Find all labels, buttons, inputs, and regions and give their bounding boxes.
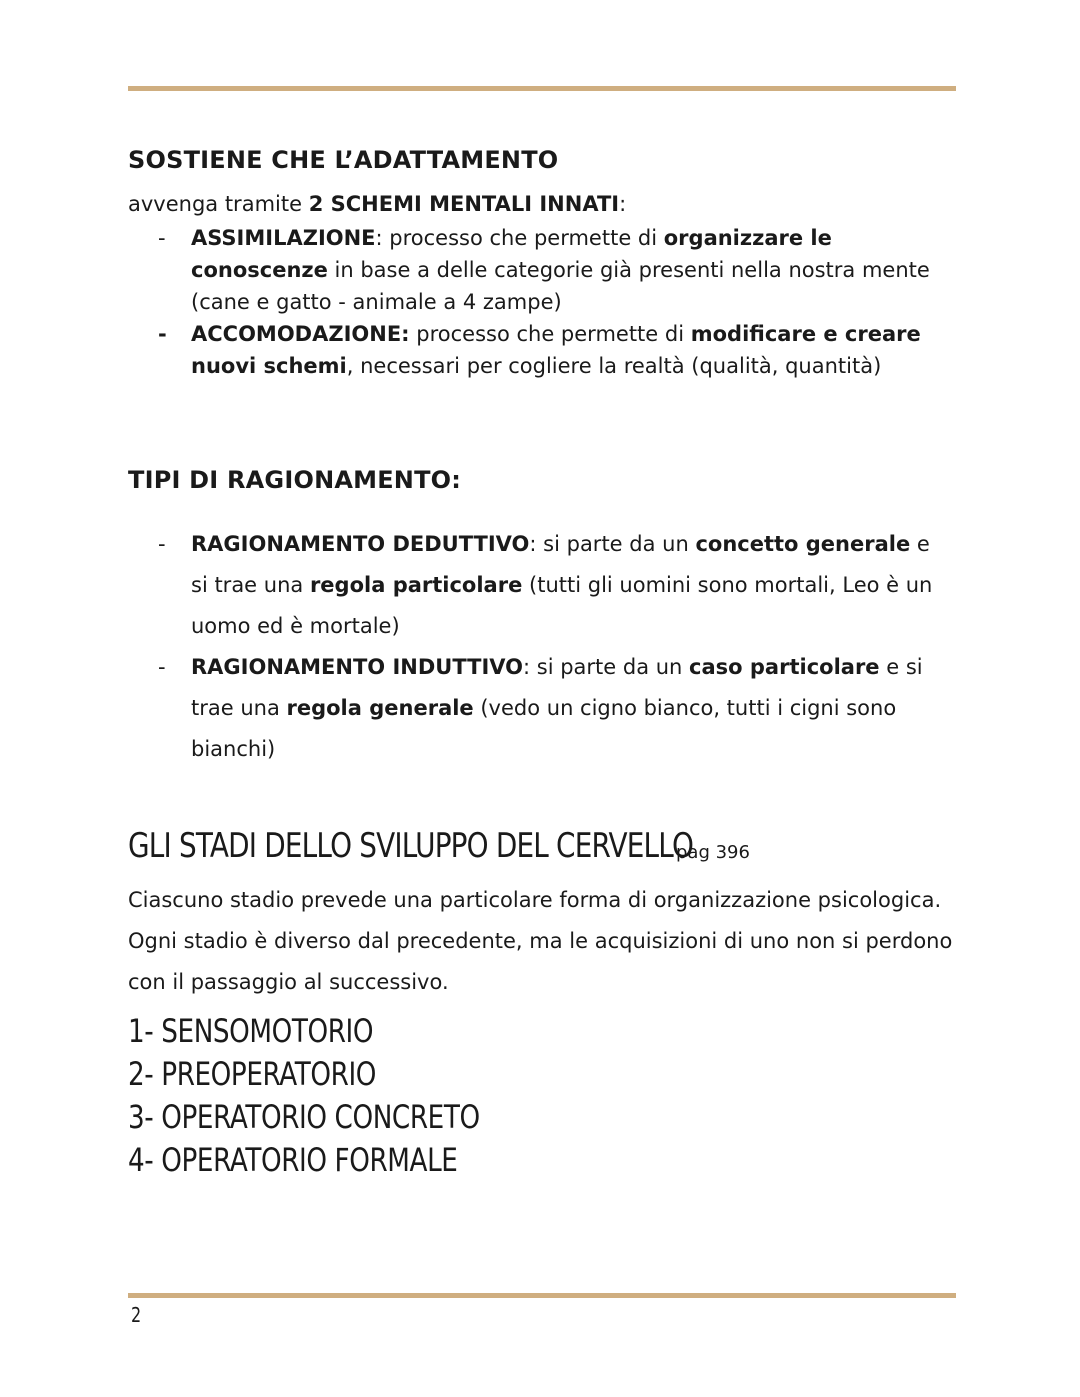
stage-item: 4- OPERATORIO FORMALE [128, 1141, 458, 1179]
bottom-divider [128, 1293, 956, 1298]
ragionamento-list [128, 524, 948, 770]
stadi-paragraph: Ciascuno stadio prevede una particolare forma di organizzazione psicologica. Ogni stadio è diverso dal precedente, ma le acquisizioni di uno non si perdono con il passaggio al successivo. [128, 888, 953, 994]
list-item-accomodazione: - ACCOMODAZIONE: processo che permette di modificare e creare nuovi schemi, necessari per cogliere la realtà (qualità, quantità) [158, 322, 921, 378]
top-divider [128, 86, 956, 91]
page-number: 2 [131, 1303, 142, 1327]
ragionamento-heading: TIPI DI RAGIONAMENTO: [128, 466, 462, 494]
list-item-induttivo: - RAGIONAMENTO INDUTTIVO: si parte da un caso particolare e si trae una regola generale (vedo un cigno bianco, tutti i cigni sono bianchi) [158, 655, 923, 761]
stage-item: 2- PREOPERATORIO [128, 1055, 377, 1093]
stage-item: 3- OPERATORIO CONCRETO [128, 1098, 480, 1136]
stadi-heading: GLI STADI DELLO SVILUPPO DEL CERVELLO [128, 826, 694, 866]
page-reference: pag 396 [676, 842, 750, 863]
list-item-deduttivo: - RAGIONAMENTO DEDUTTIVO: si parte da un concetto generale e si trae una regola particolare (tutti gli uomini sono mortali, Leo è un uomo ed è mortale) [158, 532, 933, 638]
list-item-assimilazione: - ASSIMILAZIONE: processo che permette di organizzare le conoscenze in base a delle categorie già presenti nella nostra mente (cane e gatto - animale a 4 zampe) [158, 226, 930, 314]
stadi-list [128, 1010, 557, 1182]
schemi-list [128, 222, 948, 382]
adattamento-heading: SOSTIENE CHE L’ADATTAMENTO [128, 146, 559, 174]
adattamento-intro: avvenga tramite 2 SCHEMI MENTALI INNATI: [128, 192, 627, 216]
stage-item: 1- SENSOMOTORIO [128, 1012, 374, 1050]
